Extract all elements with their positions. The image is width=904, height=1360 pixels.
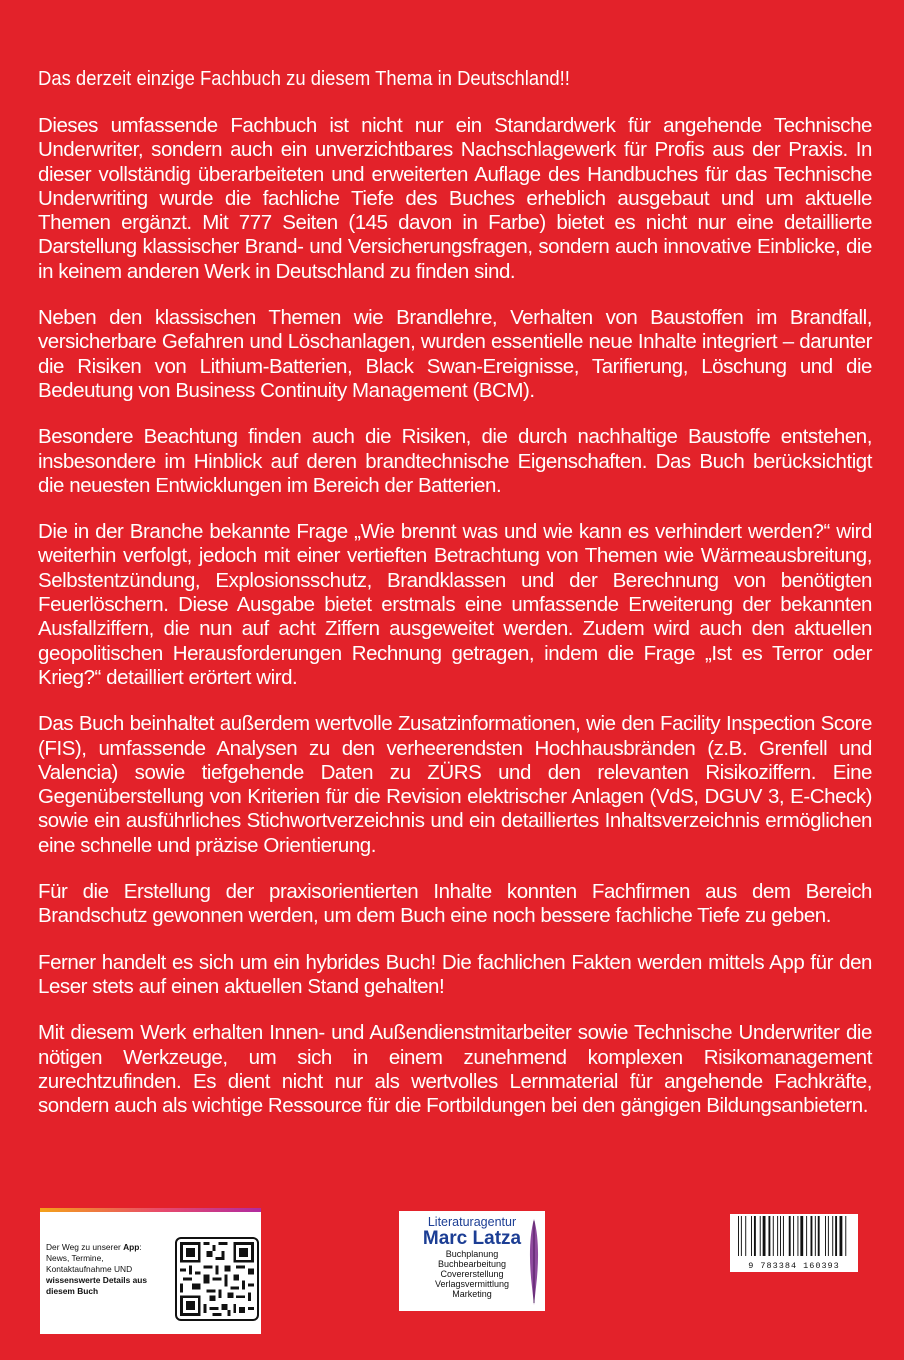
agency-name-main: Marc Latza bbox=[422, 1228, 522, 1249]
back-cover-text bbox=[38, 66, 872, 1140]
paragraph-1: Dieses umfassende Fachbuch ist nicht nur ein Standardwerk für angehende Technische Underwriter, sondern auch ein unverzichtbares Nachschlagewerk für Profis aus der Praxis. In dieser vollständig überarbeiteten und erweiterten Auflage des Handbuches für das Technische Underwriting wurde die fachliche Tiefe des Buches erheblich ausgebaut und um aktuelle Themen ergänzt. Mit 777 Seiten (145 davon in Farbe) bietet es nicht nur eine detaillierte Darstellung klassischer Brand- und Versicherungsfragen, sondern auch innovative Einblicke, die in keinem anderen Werk in Deutschland zu finden sind. bbox=[38, 114, 872, 283]
paragraph-2: Neben den klassischen Themen wie Brandlehre, Verhalten von Baustoffen im Brandfall, versicherbare Gefahren und Löschanlagen, wurden essentielle neue Inhalte integriert – darunter die Risiken von Lithium-Batterien, Black Swan-Ereignisse, Tarifierung, Löschung und die Bedeutung von Business Continuity Management (BCM). bbox=[38, 306, 872, 402]
qr-code-icon[interactable] bbox=[175, 1237, 259, 1321]
agency-name-top: Literaturagentur bbox=[427, 1215, 517, 1229]
agency-service: Covererstellung bbox=[440, 1269, 504, 1279]
paragraph-4: Die in der Branche bekannte Frage „Wie brennt was und wie kann es verhindert werden?“ wird weiterhin verfolgt, jedoch mit einer vertieften Betrachtung von Themen wie Wärmeausbreitung, Selbstentzündung, Explosionsschutz, Brandklassen und der Berechnung von benötigten Feuerlöschern. Diese Ausgabe bietet erstmals eine umfassende Erweiterung der bekannten Ausfallziffern, die nun auf acht Ziffern ausgeweitet werden. Zudem wird auch den aktuellen geopolitischen Herausforderungen Rechnung getragen, indem die Frage „Ist es Terror oder Krieg?“ detailliert erörtert wird. bbox=[38, 520, 872, 689]
paragraph-3: Besondere Beachtung finden auch die Risiken, die durch nachhaltige Baustoffe entstehen, insbesondere im Hinblick auf deren brandtechnische Eigenschaften. Das Buch berücksichtigt die neuesten Entwicklungen im Bereich der Batterien. bbox=[38, 425, 872, 497]
app-promo-card bbox=[40, 1208, 261, 1334]
barcode-number: 9 783384 160393 bbox=[748, 1261, 840, 1271]
agency-service: Marketing bbox=[452, 1289, 492, 1299]
paragraph-8: Mit diesem Werk erhalten Innen- und Außendienstmitarbeiter sowie Technische Underwriter die nötigen Werkzeuge, um sich in einem zunehmend komplexen Risikomanagement zurechtzufinden. Es dient nicht nur als wertvolles Lernmaterial für angehende Fachkräfte, sondern auch als wichtige Ressource für die Fortbildungen bei den gängigen Bildungsanbietern. bbox=[38, 1021, 872, 1118]
paragraph-5: Das Buch beinhaltet außerdem wertvolle Zusatzinformationen, wie den Facility Inspection Score (FIS), umfassende Analysen zu den verheerendsten Hochhausbränden (z.B. Grenfell und Valencia) sowie tiefgehende Daten zu ZÜRS und den relevanten Risikoziffern. Eine Gegenüberstellung von Kriterien für die Revision elektrischer Anlagen (VdS, DGUV 3, E-Check) sowie ein ausführliches Stichwortverzeichnis und ein detailliertes Inhaltsverzeichnis ermöglichen eine schnelle und präzise Orientierung. bbox=[38, 712, 872, 857]
agency-service: Verlagsvermittlung bbox=[434, 1279, 510, 1289]
headline: Das derzeit einzige Fachbuch zu diesem Thema in Deutschland!! bbox=[38, 67, 570, 90]
quill-icon bbox=[527, 1217, 541, 1307]
isbn-barcode bbox=[730, 1214, 858, 1272]
paragraph-7: Ferner handelt es sich um ein hybrides Buch! Die fachlichen Fakten werden mittels App für den Leser stets auf einen aktuellen Stand gehalten! bbox=[38, 950, 872, 998]
agency-service: Buchplanung bbox=[445, 1249, 499, 1259]
agency-service: Buchbearbeitung bbox=[437, 1259, 507, 1269]
paragraph-6: Für die Erstellung der praxisorientierten Inhalte konnten Fachfirmen aus dem Bereich Brandschutz gewonnen werden, um dem Buch eine noch bessere fachliche Tiefe zu geben. bbox=[38, 880, 872, 928]
barcode-bars-icon bbox=[730, 1214, 858, 1260]
agency-logo bbox=[399, 1211, 545, 1311]
app-promo-text: Der Weg zu unserer App: News, Termine, Kontaktaufnahme UND wissenswerte Details aus diesem Buch bbox=[46, 1242, 148, 1296]
